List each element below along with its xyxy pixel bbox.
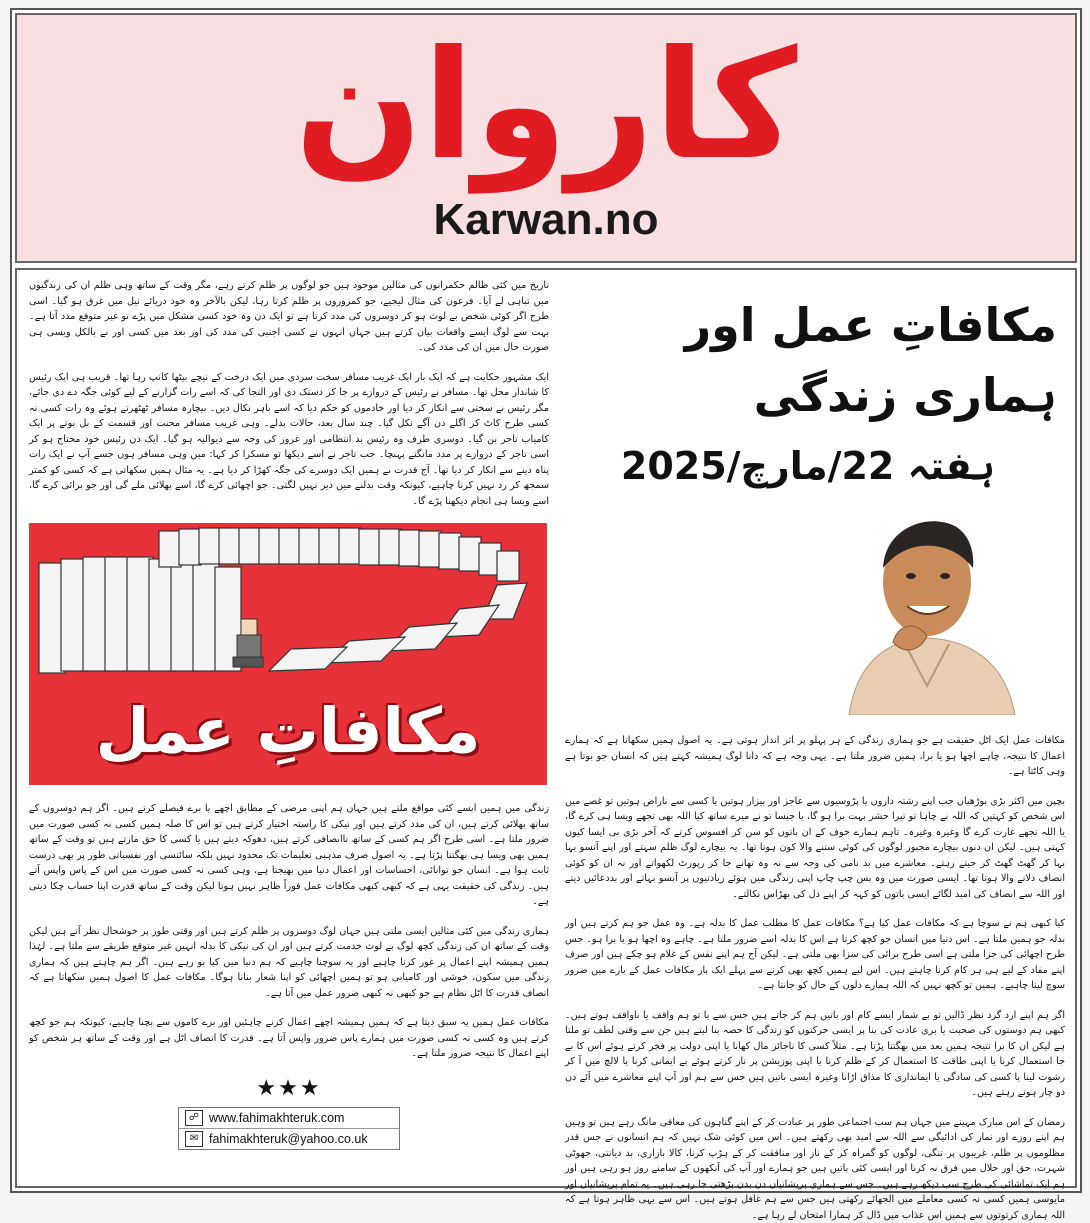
domino	[497, 551, 519, 581]
domino	[299, 528, 321, 564]
paragraph: رمضان کے اس مبارک مہینے میں جہاں ہم سب اجتماعی طور پر عبادت کر کے اپنے گناہوں کی معافی مانگ رہے ہیں تو وہیں ہم اپنے روزے اور نماز کی ادائیگی سے اللہ سے امید بھی رکھتے ہیں۔ اس میں کوئی شک نہیں کہ ہم انسانوں نے جس قدر مظلوموں پر ظلم، غریبوں پر تنگی، لوگوں کو گمراہ کر کے ناز اور منافقت کر کے ہڑپ کرنا، کالا بازاری، بد دیانتی، جھوٹی شہرت، حق اور حلال میں فرق نہ کرنا اور ایسی کئی باتیں ہیں جو ہمارے اور آپ کی آنکھوں کے سامنے روز ہو رہی ہیں اور ہم ایک تماشائی کی طرح سب دیکھ رہے ہیں۔ جس سے ہماری پریشانیاں دن بدن بڑھتی جا رہی ہیں۔ یہ تمام پریشانیاں اور مایوسی ہمیں کسی نہ کسی معاملے میں الجھائے رکھتی ہیں جس سے ہم غافل ہوتے ہیں۔ اس سے یہی ظاہر ہوتا ہے کہ اللہ ہماری کرتوتوں سے ہمیں اس عذاب میں ڈال کر ہمارا امتحان لے رہا ہے۔	[565, 1115, 1065, 1223]
domino	[219, 528, 241, 564]
domino	[419, 531, 441, 567]
domino	[459, 537, 481, 571]
domino	[319, 528, 341, 564]
domino	[379, 529, 401, 565]
article-body	[15, 268, 1077, 1188]
domino	[159, 531, 181, 567]
logo-urdu: کاروان	[17, 21, 1075, 191]
author-contact-box	[178, 1107, 400, 1150]
masthead	[15, 13, 1077, 263]
domino	[399, 530, 421, 566]
right-column	[565, 278, 1065, 1178]
left-column	[29, 278, 549, 1178]
mail-icon: ✉	[185, 1131, 203, 1147]
paragraph: تاریخ میں کئی ظالم حکمرانوں کی مثالیں موجود ہیں جو لوگوں پر ظلم کرتے رہے، مگر وقت کے ساتھ وہی ظلم ان کی زندگیوں میں تباہی لے آیا۔ فرعون کی مثال لیجیے، جو کمزوروں پر ظلم کرتا رہا، لیکن بالآخر وہ خود دریائے نیل میں غرق ہو گیا۔ اسی طرح اگر کوئی شخص بے لوث ہو کر دوسروں کی مدد کرتا ہے تو ایک دن وہ خود کسی مشکل میں پڑے تو غیر متوقع مدد آتا ہے۔ بہت سے لوگ ایسے واقعات بیان کرتے ہیں جہاں انہوں نے کسی اجنبی کی مدد کی اور بعد میں کسی اور نے بالکل ویسی ہی صورت حال میں ان کی مدد کی۔	[29, 278, 549, 356]
section-stars: ★★★	[29, 1076, 549, 1101]
paragraph: زندگی میں ہمیں ایسے کئی مواقع ملتے ہیں جہاں ہم اپنی مرضی کے مطابق اچھے یا برے فیصلے کرتے ہیں۔ اگر ہم دوسروں کے ساتھ بھلائی کرتے ہیں، ان کی مدد کرتے ہیں اور نیکی کا راستہ اختیار کرتے ہیں تو اس کا صلہ ہمیں کسی نہ کسی صورت میں ضرور ملتا ہے۔ اسی طرح اگر ہم کسی کے ساتھ ناانصافی کرتے ہیں، دھوکہ دیتے ہیں یا کسی کا حق مارتے ہیں تو وقت کے ساتھ ہمیں بھی ویسا ہی بھگتنا پڑتا ہے۔ یہ اصول صرف مذہبی تعلیمات تک محدود نہیں بلکہ سائنسی اور نفسیاتی طور پر بھی درست ثابت ہوا ہے۔ انسان جو توانائی، احساسات اور اعمال دنیا میں بھیجتا ہے، وہی کسی نہ کسی صورت میں اس کے پاس واپس آتے ہیں۔ زندگی کی حقیقت یہی ہے کہ کبھی کبھی مکافات عمل فوراً ظاہر نہیں ہوتا لیکن وقت کے ساتھ قدرت اپنا حساب چکا دیتی ہے۔	[29, 801, 549, 910]
paragraph: مکافات عمل ہمیں یہ سبق دیتا ہے کہ ہمیں ہمیشہ اچھے اعمال کرنے چاہئیں اور برے کاموں سے بچنا چاہیے، کیونکہ ہم جو کچھ کرتے ہیں وہ کسی نہ کسی صورت میں ہمارے پاس ضرور واپس آتا ہے۔ قدرت کا انصاف اٹل ہے اور وقت کے ساتھ ہر شخص کو اپنے اعمال کا نتیجہ ضرور ملتا ہے۔	[29, 1015, 549, 1062]
newspaper-page	[10, 8, 1082, 1193]
logo-latin: Karwan.no	[17, 195, 1075, 245]
email-row[interactable]	[179, 1129, 399, 1149]
website-row[interactable]	[179, 1108, 399, 1129]
domino	[199, 528, 221, 564]
paragraph: کیا کبھی ہم نے سوچا ہے کہ مکافات عمل کیا ہے؟ مکافات عمل کا مطلب عمل کا بدلہ ہے۔ وہ عمل جو ہم کرتے ہیں اور بدلہ جو ہمیں ملتا ہے۔ اس دنیا میں انسان جو کچھ کرتا ہے اس کا بدلہ اسے ضرور ملتا ہے۔ چاہے وہ اچھا ہو یا برا ہو۔ جس طرح اچھائی کی جزا ملتی ہے اسی طرح برائی کی سزا بھی ملتی ہے۔ لیکن آج ہم اپنے نفس کے غلام ہو چکے ہیں اور صرف اپنے مفاد کے لیے ہی ہر کام کرنا چاہتے ہیں۔ اس لیے ہمیں کچھ بھی کرنے سے پہلے ایک بار مکافات عمل کے بارے میں ضرور سوچ لینا چاہیے۔ ہمیں تو کچھ نہیں کہ اللہ ہمارے دلوں کے حال کو جانتا ہے۔	[565, 916, 1065, 994]
domino	[279, 528, 301, 564]
fallen-domino	[269, 647, 347, 671]
article-title: مکافاتِ عمل اور ہماری زندگی	[565, 290, 1057, 430]
illustration-caption: مکافاتِ عمل	[89, 694, 487, 767]
paragraph: اگر ہم اپنے ارد گرد نظر ڈالیں تو بے شمار ایسے کام اور باتیں ہم کر جاتے ہیں جس سے یا تو ہم واقف یا ناواقف ہوتے ہیں۔ کبھی ہم دوستوں کی صحبت یا بری عادت کی بنا پر ایسی حرکتوں کو زندگی کا حصہ بنا لیتے ہیں جن سے وقتی لطف تو ملتا ہے لیکن ان کا برا نتیجہ ہمیں بعد میں بھگتنا پڑتا ہے۔ مثلاً کسی کا ناجائز مال کھانا یا اپنی دولت پر فخر کرتے ہوئے اس کا بے جا استعمال کرنا یا اپنی طاقت کا استعمال کر کے ظلم کرنا یا اپنی پوزیشن پر ناز کرتے ہوئے بے ایمانی کرنا یا لالچ میں آ کر رشوت لینا یا کسی کی سادگی یا ایمانداری کا مذاق اڑانا وغیرہ ایسی باتیں ہیں جس سے ہم اور آپ اپنے معاشرے میں آئے دن دو چار ہوتے رہتے ہیں۔	[565, 1008, 1065, 1101]
article-date: ہفتہ 22/مارچ/2025	[565, 436, 995, 496]
domino	[359, 529, 381, 565]
domino	[179, 529, 201, 565]
email-link[interactable]: fahimakhteruk@yahoo.co.uk	[209, 1132, 368, 1146]
domino	[439, 533, 461, 569]
domino	[239, 528, 261, 564]
author-portrait-drawing	[809, 510, 1039, 715]
paragraph: ایک مشہور حکایت ہے کہ ایک بار ایک غریب مسافر سخت سردی میں ایک درخت کے نیچے بیٹھا کانپ رہا تھا۔ قریب ہی ایک رئیس کا شاندار محل تھا۔ مسافر نے رئیس کے دروازے پر جا کر دستک دی اور التجا کی کہ اسے رات گزارنے کے لیے کوئی جگہ دے دی جائے، مگر رئیس نے سختی سے انکار کر دیا اور خادموں کو حکم دیا کہ اسے باہر نکال دیں۔ بیچارہ مسافر ٹھٹھرتے ہوئے وہ رات کسی نہ کسی طرح کاٹ کر اگلے دن آگے نکل گیا۔ چند سال بعد، حالات بدلے۔ وہی غریب مسافر محنت اور قسمت کے بل بوتے پر ایک کامیاب تاجر بن گیا۔ دوسری طرف وہ رئیس بد انتظامی اور غرور کی وجہ سے دیوالیہ ہو گیا۔ ایک دن رئیس خود محتاج ہو کر اسی تاجر کے دروازے پر مدد مانگنے پہنچا۔ جب تاجر نے اسے دیکھا تو مسکرا کر کہا: میں وہی مسافر ہوں جسے آپ نے ایک رات پناہ دینے سے انکار کر دیا تھا۔ آج قدرت نے ہمیں ایک دوسرے کی جگہ کھڑا کر دیا ہے۔ یہ مثال ہمیں سکھاتی ہے کہ کسی کو کمتر سمجھ کر رد نہیں کرنا چاہیے، کیونکہ وقت بدلنے میں دیر نہیں لگتی۔ جو اچھائی کرے گا، اسے بھلائی ملے گی اور جو برائی کرے گا، اسے ویسا ہی انجام دیکھنا پڑے گا۔	[29, 370, 549, 510]
website-link[interactable]: www.fahimakhteruk.com	[209, 1111, 344, 1125]
domino	[339, 528, 361, 564]
globe-icon: ☍	[185, 1110, 203, 1126]
paragraph: مکافات عمل ایک اٹل حقیقت ہے جو ہماری زندگی کے ہر پہلو پر اثر انداز ہوتی ہے۔ یہ اصول ہمیں سکھاتا ہے کہ ہمارے اعمال کا نتیجہ، چاہے اچھا ہو یا برا، ہمیں ضرور ملتا ہے۔ یہی وجہ ہے کہ دانا لوگ ہمیشہ کہتے ہیں کہ انسان جو بوتا ہے وہی کاٹتا ہے۔	[565, 733, 1065, 780]
paragraph: بچپن میں اکثر بڑی بوڑھیاں جب اپنے رشتہ داروں یا پڑوسیوں سے عاجز اور بیزار ہوتیں یا کسی سے ناراض ہوتیں تو غصے میں اس شخص کو کہتیں کہ اللہ نے چاہا تو تیرا حشر بہت برا ہو گا، یا جیسا تو نے میرے ساتھ کیا اللہ بھی تجھے ویسا ہی کرے گا، یا اللہ تجھے غارت کرے گا وغیرہ وغیرہ۔ تاہم ہمارے خوف کے ان باتوں کو سن کر افسوس کرتے کہ آخر بڑی بی ایسا کیوں کہتی ہیں۔ لیکن ان دنوں بیچارے مجبور لوگوں کی کوئی سننے والا کون ہوتا تھا۔ یہ بیچارے لوگ ظلم سہتے اور اپنے آنسو بہا بہا کر گھٹ گھٹ کر جیتے رہتے۔ معاشرے میں بد نامی کی وجہ سے نہ وہ تھانے جا کر رپورٹ لکھواتے اور نہ ان کو کوئی انصاف دلانے والا ہوتا تھا۔ ایسی صورت میں وہ بس چپ چاپ اپنی زندگی میں ہوئے زیادتیوں پر آنسو بہاتے اور بددعائیں دیتے اور اللہ سے انصاف کی امید لگائے ایسی باتوں کو کہہ کر اپنے دل کی بھڑاس نکالتے۔	[565, 794, 1065, 903]
domino	[259, 528, 281, 564]
domino-illustration	[29, 523, 547, 785]
paragraph: ہماری زندگی میں کئی مثالیں ایسی ملتی ہیں جہاں لوگ دوسروں پر ظلم کرتے ہیں اور وقتی طور پر خوشحال نظر آتے ہیں لیکن وقت کے ساتھ ان کی زندگی کچھ لوگ بے لوث خدمت کرتے ہیں اور ان کی نیکی کا بدلہ انہیں غیر متوقع طریقے سے ملتا ہے۔ لہٰذا ہمیں ہمیشہ اپنے اعمال پر غور کرنا چاہیے اور یہ سوچنا چاہیے کہ ہم دنیا میں کیا بو رہے ہیں۔ اگر ہم چاہتے ہیں کہ ہماری زندگی میں سکون، خوشی اور کامیابی ہو تو ہمیں اچھائی کو اپنا شعار بنانا ہوگا۔ مکافات عمل کا اصول ہمیں سکھاتا ہے کہ انصاف قدرت کا اٹل نظام ہے جو کبھی نہ کبھی ضرور عمل میں آتا ہے۔	[29, 924, 549, 1002]
author-photo	[809, 510, 1039, 715]
